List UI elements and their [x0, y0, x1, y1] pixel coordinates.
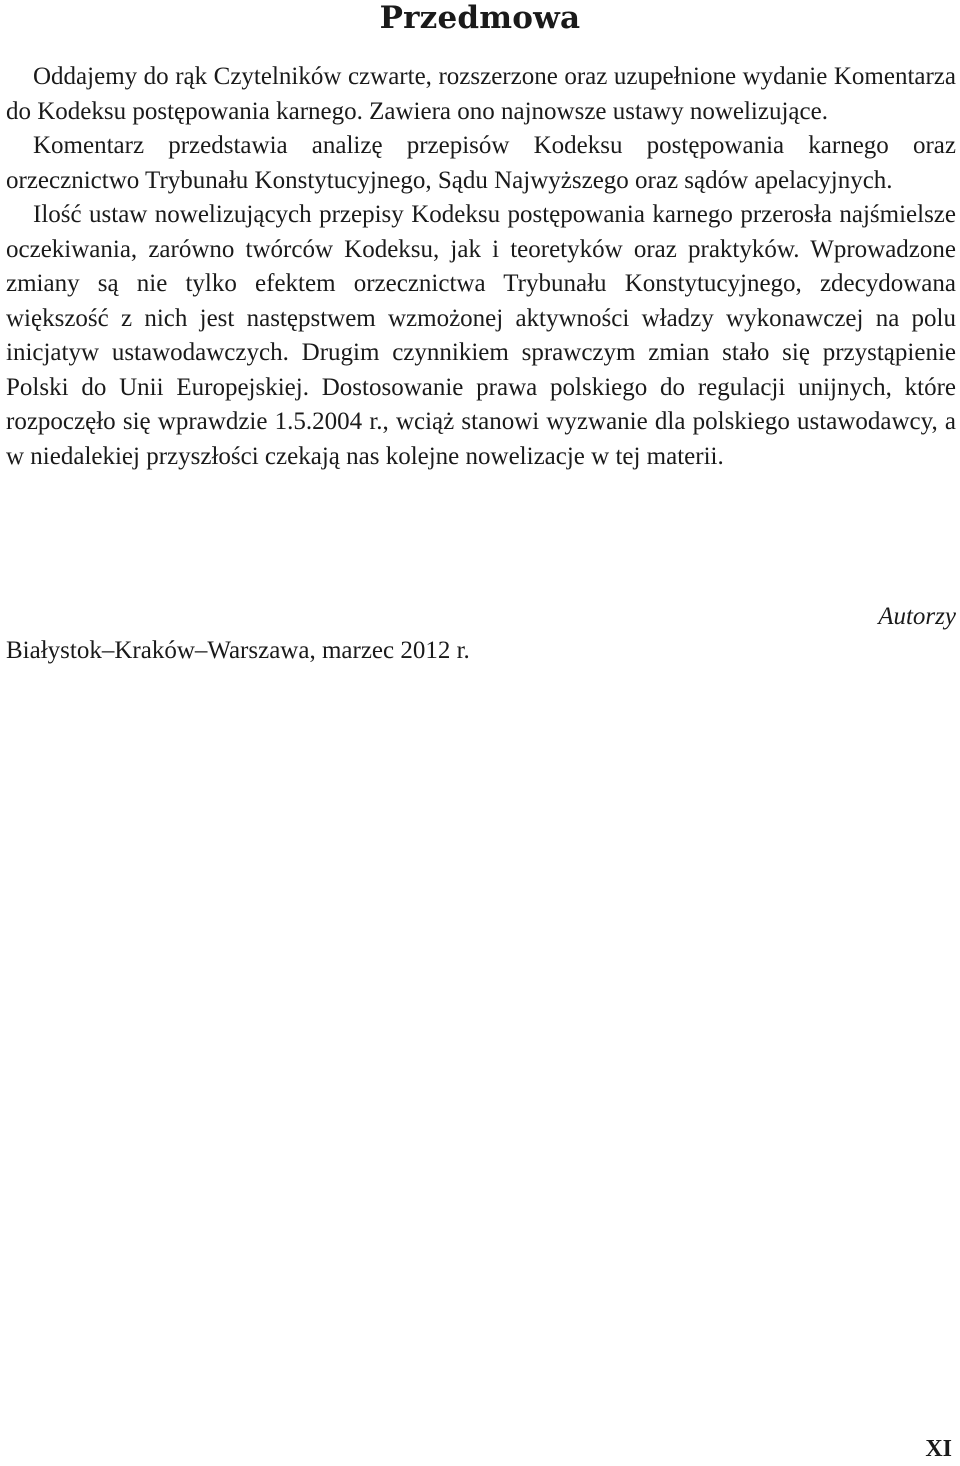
page-title: Przedmowa [379, 0, 581, 36]
paragraph-2: Komentarz przedstawia analizę przepisów Kodeksu postępowania karnego oraz orzecznictwo Trybunału Konstytucyjnego, Sądu Najwyższego oraz sądów apelacyjnych. [6, 132, 956, 194]
page-number: XI [925, 1436, 952, 1462]
paragraph-1: Oddajemy do rąk Czytelników czwarte, rozszerzone oraz uzupełnione wydanie Komentarza do Kodeksu postępowania karnego. Zawiera ono najnowsze ustawy nowelizujące. [6, 63, 956, 125]
preface-body [6, 60, 956, 474]
paragraph-3: Ilość ustaw nowelizujących przepisy Kodeksu postępowania karnego przerosła najśmielsze oczekiwania, zarówno twórców Kodeksu, jak i teoretyków oraz praktyków. Wprowadzone zmiany są nie tylko efektem orzecznictwa Trybunału Konstytucyjnego, zdecydowana większość z nich jest następstwem wzmożonej aktywności władzy wykonawczej na polu inicjatyw ustawodawczych. Drugim czynnikiem sprawczym zmian stało się przystąpienie Polski do Unii Europejskiej. Dostosowanie prawa polskiego do regulacji unijnych, które rozpoczęło się wprawdzie 1.5.2004 r., wciąż stanowi wyzwanie dla polskiego ustawodawcy, a w niedalekiej przyszłości czekają nas kolejne nowelizacje w tej materii. [6, 201, 956, 470]
authors-signature: Autorzy [878, 603, 956, 630]
place-and-date: Białystok–Kraków–Warszawa, marzec 2012 r. [6, 637, 470, 664]
